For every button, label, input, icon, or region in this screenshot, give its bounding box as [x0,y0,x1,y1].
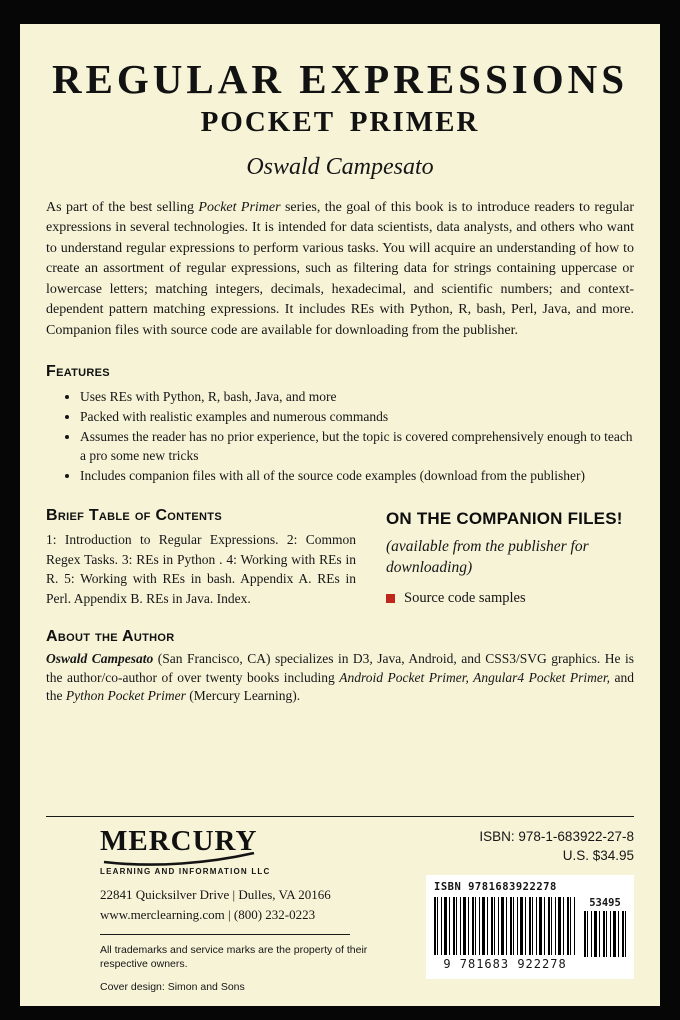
barcode-addon-bars [584,911,626,957]
feature-item: • Assumes the reader has no prior experience, but the topic is covered comprehensively enough to teach a pro some new tricks [80,427,634,465]
author-name: Oswald Campesato [246,153,434,180]
trademark-note: All trademarks and service marks are the property of their respective owners. [100,943,368,970]
price-text: U.S. $34.95 [562,847,634,863]
barcode-header [434,881,626,893]
features-heading: Features [46,363,110,381]
mercury-logo-tagline: LEARNING AND INFORMATION LLC [100,866,271,876]
barcode [426,875,634,979]
barcode-addon [584,897,626,957]
mercury-logo [100,824,271,876]
publisher-divider [100,934,350,935]
features-list [46,387,634,485]
barcode-row [434,897,626,971]
publisher-address: 22841 Quicksilver Drive | Dulles, VA 20166 [100,886,331,902]
companion-item-label: Source code samples [404,590,526,607]
feature-item: • Uses REs with Python, R, bash, Java, and more [80,387,634,406]
toc-heading: Brief Table of Contents [46,507,222,525]
publisher-contact: www.merclearning.com | (800) 232-0223 [100,906,316,922]
barcode-isbn-text: ISBN 9781683922278 [434,880,557,893]
barcode-digits: 9 781683 922278 [443,956,567,971]
companion-heading: ON THE COMPANION FILES! [386,509,623,529]
cover-footer [46,816,634,995]
toc-text: 1: Introduction to Regular Expressions. 2: Common Regex Tasks. 3: REs in Python . 4: Working with REs in R. 5: Working with REs in bash. Appendix A. REs in Perl. Appendix B. REs in Java. Index. [46,532,356,606]
cover-header [46,58,634,182]
about-text: Oswald Campesato (San Francisco, CA) specializes in D3, Java, Android, and CSS3/SVG graphics. He is the author/co-author of over twenty books including Android Pocket Primer, Angular4 Pocket Primer, and the Python Pocket Primer (Mercury Learning). [46,651,635,704]
about-author-section [46,628,634,706]
purchase-block [426,827,634,979]
features-section [46,363,634,485]
book-title: REGULAR EXPRESSIONS [51,56,629,102]
publisher-block [100,824,426,995]
barcode-main [434,897,576,971]
barcode-bars [434,897,576,955]
middle-columns [46,507,634,608]
about-heading: About the Author [46,628,175,646]
companion-item [386,590,634,607]
footer-divider [46,816,634,817]
cover-inner [20,24,660,1006]
footer-content [46,824,634,995]
book-subtitle: POCKET PRIMER [200,106,480,139]
book-description: As part of the best selling Pocket Primer series, the goal of this book is to introduce readers to regular expressions in several technologies. It is intended for data scientists, data analysts, and others who want to understand regular expressions to perform various tasks. You will acquire an understanding of how to create an assortment of regular expressions, such as filtering data for strings containing uppercase or lowercase letters; matching integers, decimals, hexadecimal, and scientific numbers; and context-dependent pattern matching expressions. It includes REs with Python, R, bash, Perl, Java, and more. Companion files with source code are available for downloading from the publisher. [46,199,634,338]
companion-subheading: (available from the publisher for downloading) [386,538,589,577]
toc-section [46,507,356,608]
red-square-bullet-icon [386,594,395,603]
companion-files-section [386,507,634,608]
feature-item: • Packed with realistic examples and numerous commands [80,407,634,426]
barcode-addon-number: 53495 [589,896,621,909]
isbn-text: ISBN: 978-1-683922-27-8 [479,828,634,844]
feature-item: • Includes companion files with all of the source code examples (download from the publisher) [80,466,634,485]
mercury-logo-wordmark: MERCURY [100,824,258,857]
cover-design-credit: Cover design: Simon and Sons [100,980,245,993]
